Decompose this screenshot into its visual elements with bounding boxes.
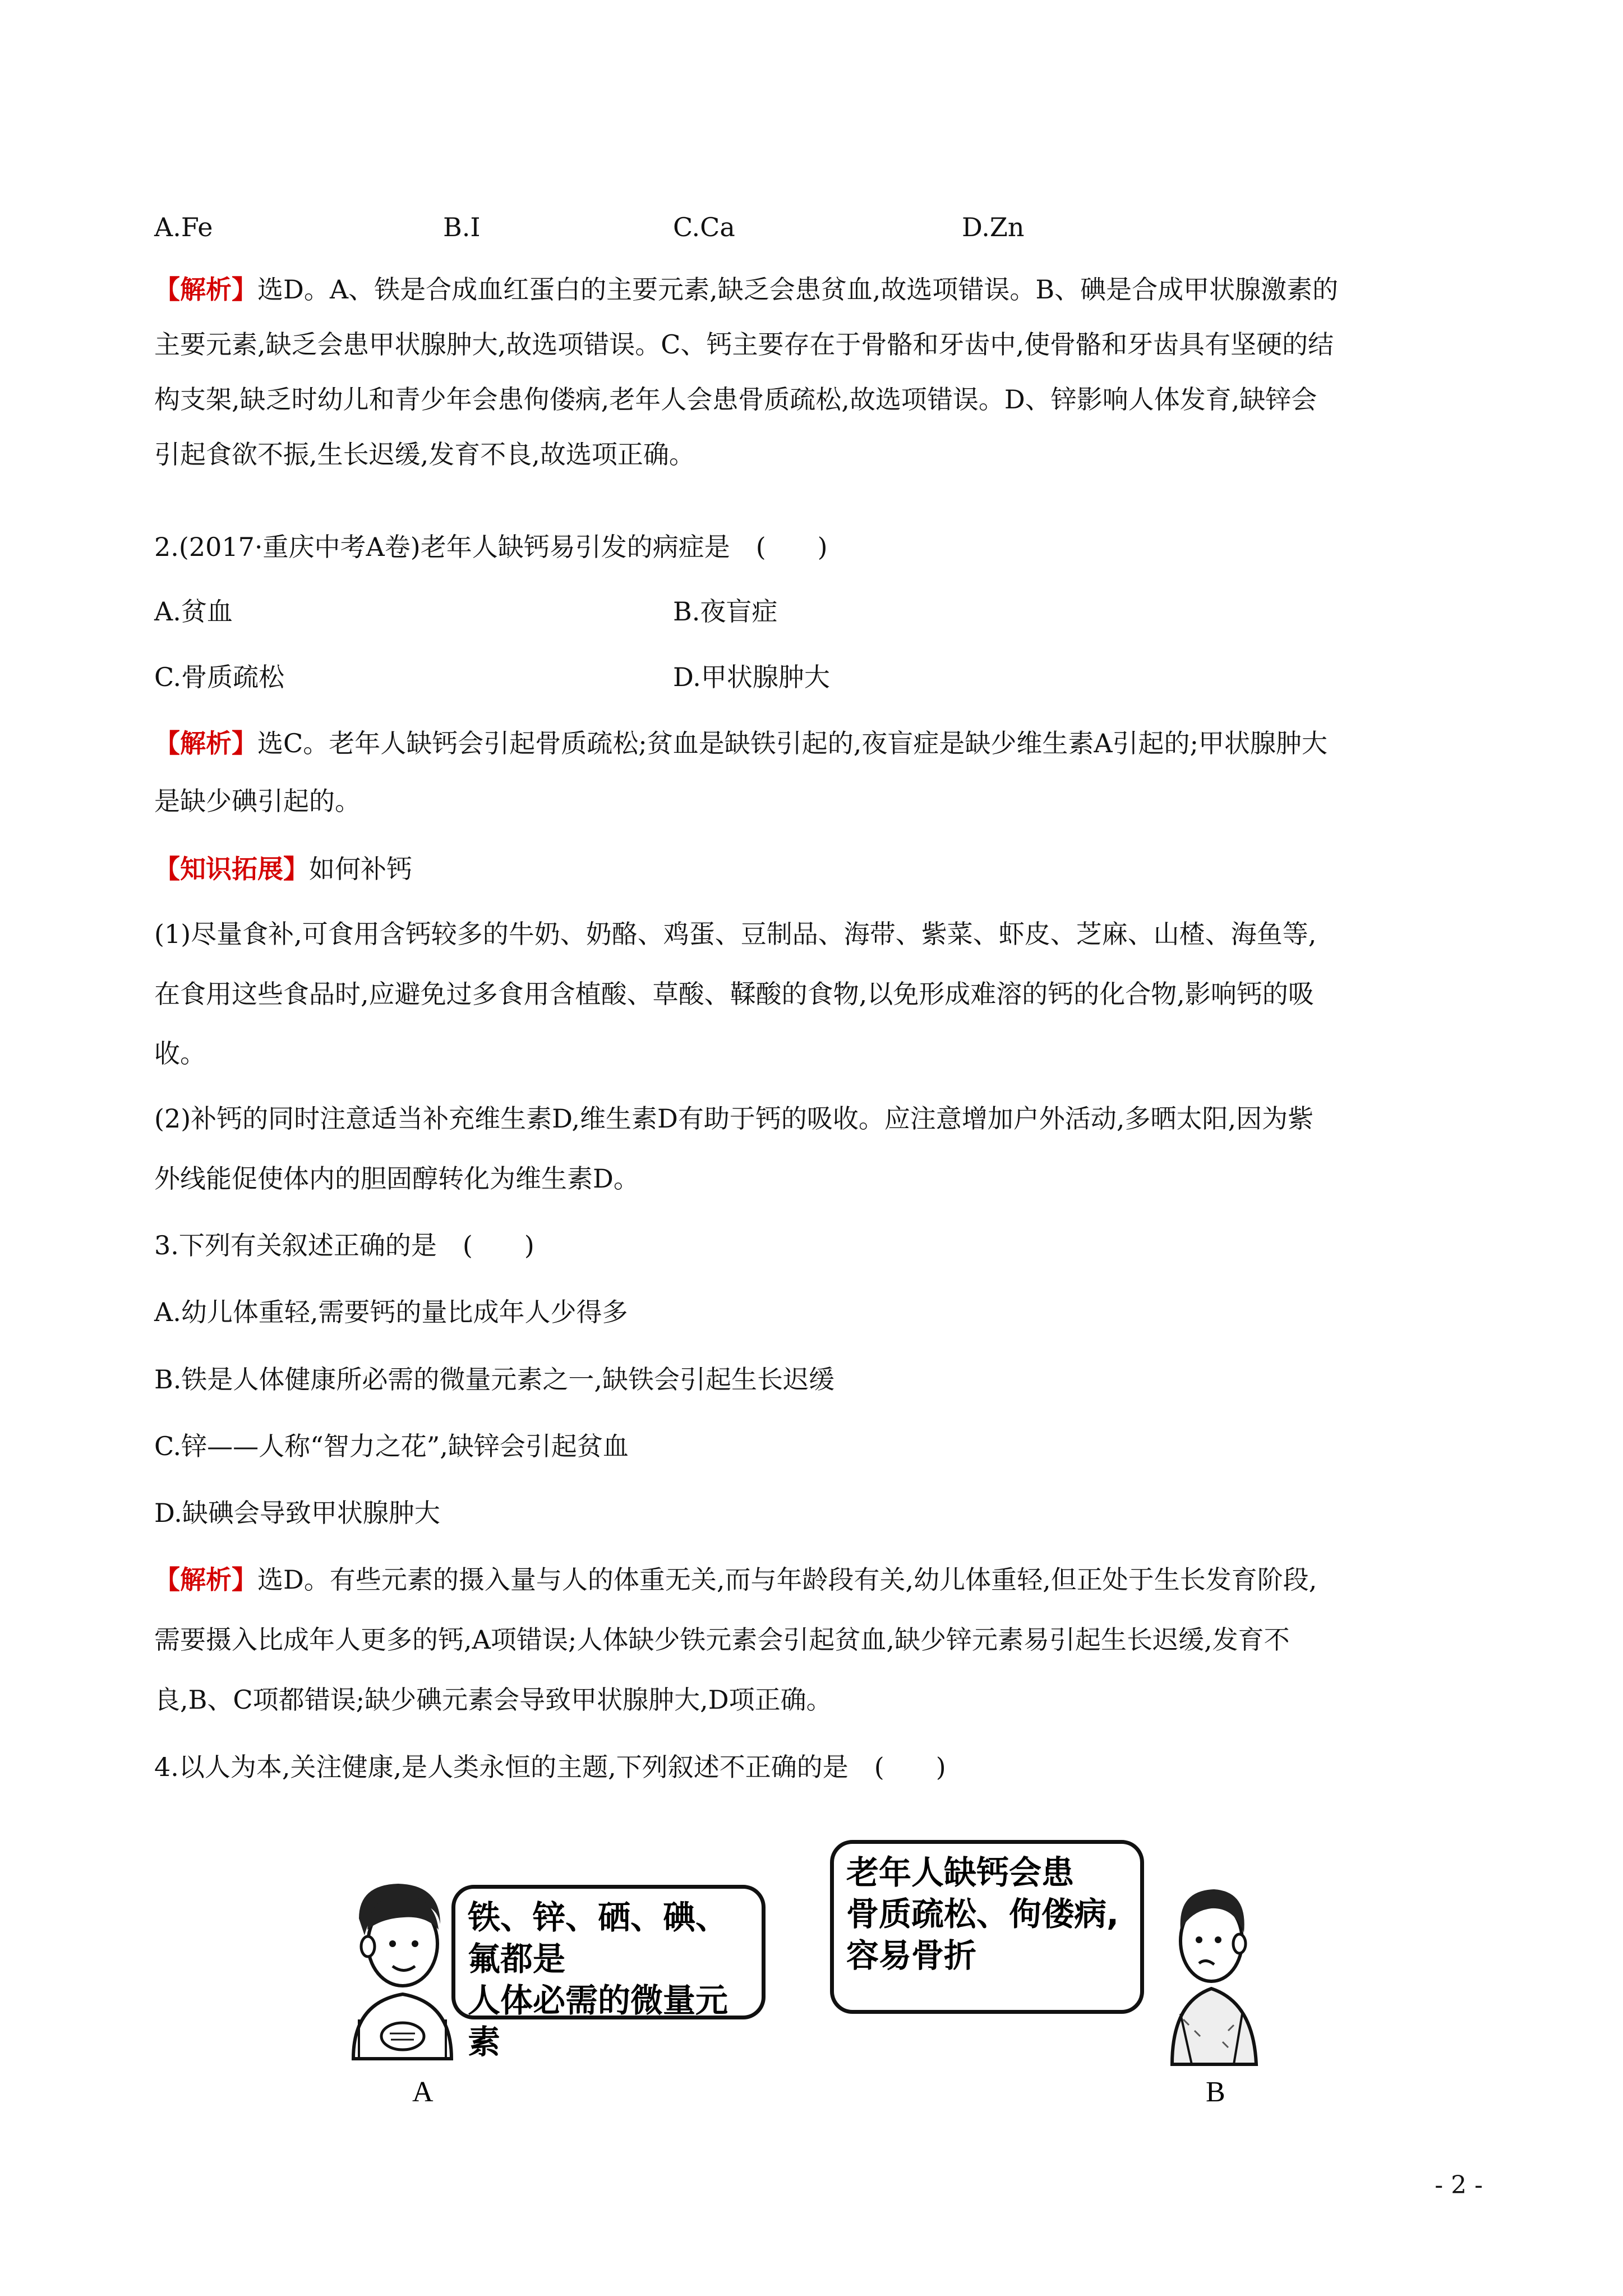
q3-analysis-tag: 【解析】 [154, 1565, 257, 1595]
bubble-a-line-1: 铁、锌、硒、碘、氟都是 [468, 1898, 728, 1978]
q1-analysis-tag: 【解析】 [154, 274, 257, 305]
q1-option-c: C.Ca [673, 212, 735, 242]
speech-bubble-a [451, 1885, 766, 2061]
q3-option-c: C.锌——人称“智力之花”,缺锌会引起贫血 [154, 1431, 629, 1461]
q1-option-b: B.I [443, 212, 481, 242]
q1-analysis-line-2: 主要元素,缺乏会患甲状腺肿大,故选项错误。C、钙主要存在于骨骼和牙齿中,使骨骼和牙齿具有坚硬的结 [154, 329, 1334, 360]
q2-option-b: B.夜盲症 [673, 596, 778, 627]
q2-extension-line-2: 在食用这些食品时,应避免过多食用含植酸、草酸、鞣酸的食物,以免形成难溶的钙的化合物,影响钙的吸 [154, 979, 1314, 1009]
q4-stem: 4.以人为本,关注健康,是人类永恒的主题,下列叙述不正确的是 ( ) [154, 1752, 946, 1782]
q2-extension-line-1: (1)尽量食补,可食用含钙较多的牛奶、奶酪、鸡蛋、豆制品、海带、紫菜、虾皮、芝麻、山楂、海鱼等, [154, 919, 1317, 949]
q2-extension-line-5: 外线能促使体内的胆固醇转化为维生素D。 [154, 1163, 639, 1194]
bubble-a-line-2: 人体必需的微量元素 [468, 1981, 728, 2061]
q3-option-a: A.幼儿体重轻,需要钙的量比成年人少得多 [154, 1297, 628, 1327]
q2-extension-line-4: (2)补钙的同时注意适当补充维生素D,维生素D有助于钙的吸收。应注意增加户外活动,多晒太阳,因为紫 [154, 1103, 1314, 1134]
q2-analysis-tag: 【解析】 [154, 728, 257, 758]
q2-analysis-line-1: 【解析】选C。老年人缺钙会引起骨质疏松;贫血是缺铁引起的,夜盲症是缺少维生素A引起的;甲状腺肿大 [154, 728, 1328, 758]
q2-option-a: A.贫血 [154, 596, 233, 627]
bubble-b-line-1: 老年人缺钙会患 [846, 1853, 1075, 1892]
q2-option-d: D.甲状腺肿大 [673, 662, 830, 692]
q3-stem: 3.下列有关叙述正确的是 ( ) [154, 1230, 534, 1260]
q2-extension-heading: 【知识拓展】如何补钙 [154, 854, 412, 884]
page-number: - 2 - [1435, 2171, 1483, 2200]
q4-illustration [336, 1823, 1514, 2120]
q3-option-d: D.缺碘会导致甲状腺肿大 [154, 1498, 440, 1528]
q2-stem: 2.(2017·重庆中考A卷)老年人缺钙易引发的病症是 ( ) [154, 532, 828, 562]
figure-label-b: B [1206, 2076, 1225, 2108]
q1-analysis-line-4: 引起食欲不振,生长迟缓,发育不良,故选项正确。 [154, 439, 695, 470]
q2-option-c: C.骨质疏松 [154, 662, 285, 692]
bubble-b-line-3: 容易骨折 [846, 1936, 977, 1975]
figure-label-a: A [412, 2076, 434, 2108]
q3-analysis-line-2: 需要摄入比成年人更多的钙,A项错误;人体缺少铁元素会引起贫血,缺少锌元素易引起生长迟缓,发育不 [154, 1625, 1290, 1655]
q1-option-a: A.Fe [154, 212, 213, 242]
q3-option-b: B.铁是人体健康所必需的微量元素之一,缺铁会引起生长迟缓 [154, 1364, 835, 1395]
q3-analysis-line-1: 【解析】选D。有些元素的摄入量与人的体重无关,而与年龄段有关,幼儿体重轻,但正处于生长发育阶段, [154, 1565, 1317, 1595]
bubble-b-line-2: 骨质疏松、佝偻病, [846, 1895, 1119, 1933]
q1-analysis-line-1: 【解析】选D。A、铁是合成血红蛋白的主要元素,缺乏会患贫血,故选项错误。B、碘是合成甲状腺激素的 [154, 274, 1339, 305]
q3-analysis-line-3: 良,B、C项都错误;缺少碘元素会导致甲状腺肿大,D项正确。 [154, 1685, 832, 1715]
q1-option-d: D.Zn [962, 212, 1025, 242]
q2-analysis-line-2: 是缺少碘引起的。 [154, 786, 361, 816]
speech-bubble-b [830, 1840, 1144, 2014]
q1-analysis-line-3: 构支架,缺乏时幼儿和青少年会患佝偻病,老年人会患骨质疏松,故选项错误。D、锌影响人体发育,缺锌会 [154, 384, 1317, 415]
q2-extension-line-3: 收。 [154, 1038, 206, 1069]
person-a-icon [336, 1874, 465, 2076]
q2-extension-tag: 【知识拓展】 [154, 854, 309, 884]
person-b-icon [1150, 1874, 1279, 2076]
